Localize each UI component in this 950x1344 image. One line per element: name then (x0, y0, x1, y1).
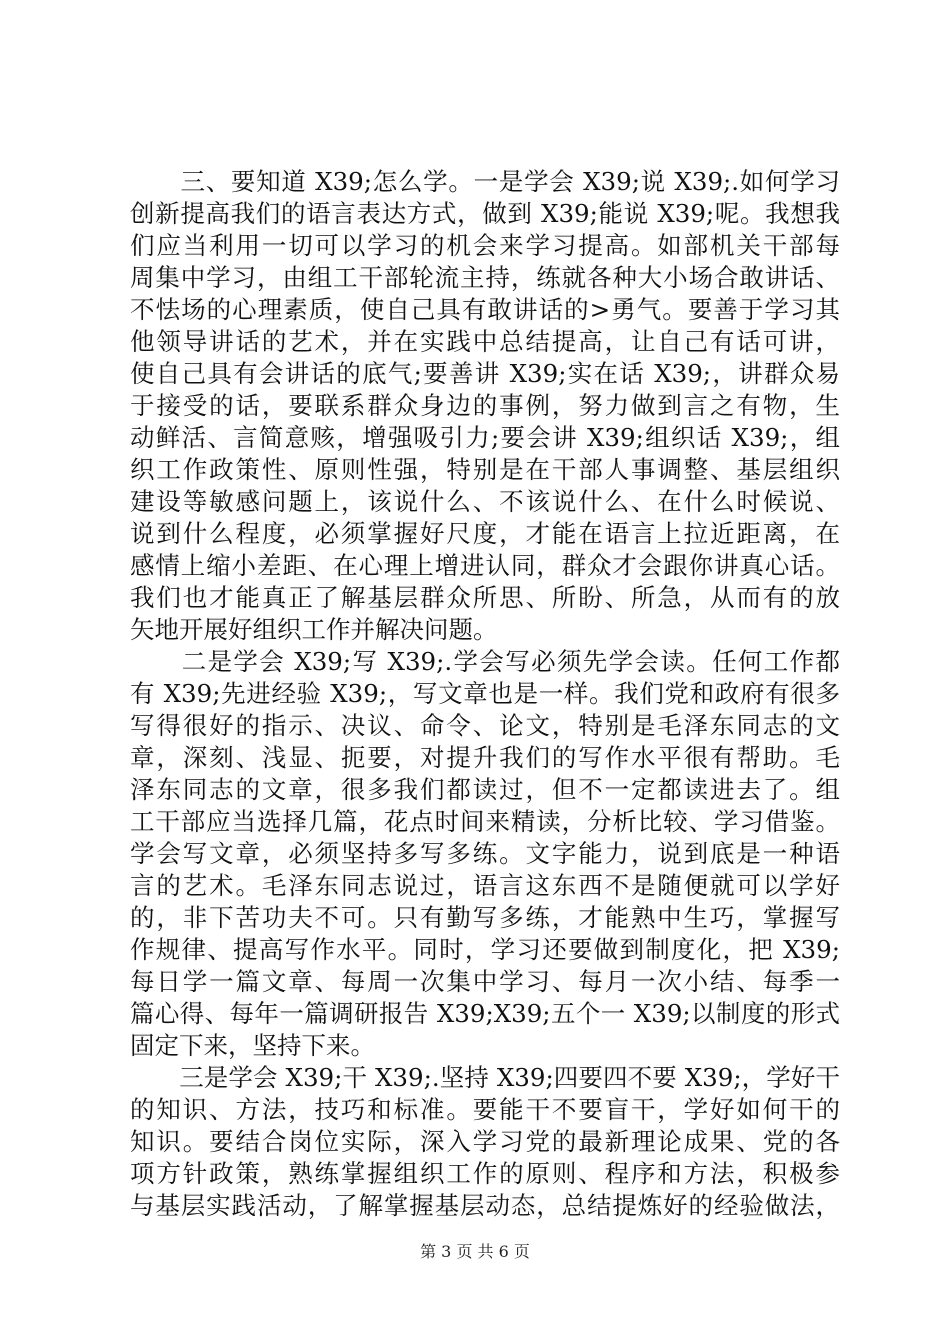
text-line: 使自己具有会讲话的底气;要善讲 X39;实在话 X39;，讲群众易 (130, 359, 840, 388)
text-line: 学会写文章，必须坚持多写多练。文字能力，说到底是一种语 (130, 839, 840, 868)
text-line: 我们也才能真正了解基层群众所思、所盼、所急，从而有的放 (130, 583, 840, 612)
text-line: 于接受的话，要联系群众身边的事例，努力做到言之有物，生 (130, 391, 840, 420)
text-line: 工干部应当选择几篇，花点时间来精读，分析比较、学习借鉴。 (130, 807, 840, 836)
text-line: 的知识、方法，技巧和标准。要能干不要盲干，学好如何干的 (130, 1095, 840, 1124)
body-text (130, 166, 840, 1222)
text-line: 周集中学习，由组工干部轮流主持，练就各种大小场合敢讲话、 (130, 263, 840, 292)
text-line: 作规律、提高写作水平。同时，学习还要做到制度化，把 X39; (130, 935, 840, 964)
text-line: 每日学一篇文章、每周一次集中学习、每月一次小结、每季一 (130, 967, 840, 996)
text-line: 写得很好的指示、决议、命令、论文，特别是毛泽东同志的文 (130, 711, 840, 740)
text-line: 有 X39;先进经验 X39;，写文章也是一样。我们党和政府有很多 (130, 679, 840, 708)
text-line: 说到什么程度，必须掌握好尺度，才能在语言上拉近距离，在 (130, 519, 840, 548)
page-number-footer: 第 3 页 共 6 页 (420, 1242, 530, 1261)
text-line: 篇心得、每年一篇调研报告 X39;X39;五个一 X39;以制度的形式 (130, 999, 840, 1028)
text-line: 动鲜活、言简意赅，增强吸引力;要会讲 X39;组织话 X39;，组 (130, 423, 840, 452)
text-line: 不怯场的心理素质，使自己具有敢讲话的>勇气。要善于学习其 (130, 295, 840, 324)
text-line: 章，深刻、浅显、扼要，对提升我们的写作水平很有帮助。毛 (130, 743, 840, 772)
text-line: 三、要知道 X39;怎么学。一是学会 X39;说 X39;.如何学习 (130, 167, 840, 196)
text-line: 固定下来，坚持下来。 (130, 1031, 375, 1060)
text-line: 矢地开展好组织工作并解决问题。 (130, 615, 498, 644)
text-line: 他领导讲话的艺术，并在实践中总结提高，让自己有话可讲， (130, 327, 840, 356)
text-line: 织工作政策性、原则性强，特别是在干部人事调整、基层组织 (130, 455, 840, 484)
text-line: 项方针政策，熟练掌握组织工作的原则、程序和方法，积极参 (130, 1159, 840, 1188)
text-line: 的，非下苦功夫不可。只有勤写多练，才能熟中生巧，掌握写 (130, 903, 840, 932)
text-line: 泽东同志的文章，很多我们都读过，但不一定都读进去了。组 (130, 775, 840, 804)
text-line: 创新提高我们的语言表达方式，做到 X39;能说 X39;呢。我想我 (130, 199, 840, 228)
text-line: 们应当利用一切可以学习的机会来学习提高。如部机关干部每 (130, 231, 840, 260)
text-line: 知识。要结合岗位实际，深入学习党的最新理论成果、党的各 (130, 1127, 840, 1156)
text-line: 三是学会 X39;干 X39;.坚持 X39;四要四不要 X39;，学好干 (130, 1063, 840, 1092)
text-line: 与基层实践活动，了解掌握基层动态，总结提炼好的经验做法， (130, 1191, 840, 1220)
text-line: 言的艺术。毛泽东同志说过，语言这东西不是随便就可以学好 (130, 871, 840, 900)
text-line: 感情上缩小差距、在心理上增进认同，群众才会跟你讲真心话。 (130, 551, 840, 580)
text-line: 建设等敏感问题上，该说什么、不该说什么、在什么时候说、 (130, 487, 840, 516)
text-line: 二是学会 X39;写 X39;.学会写必须先学会读。任何工作都 (130, 647, 840, 676)
